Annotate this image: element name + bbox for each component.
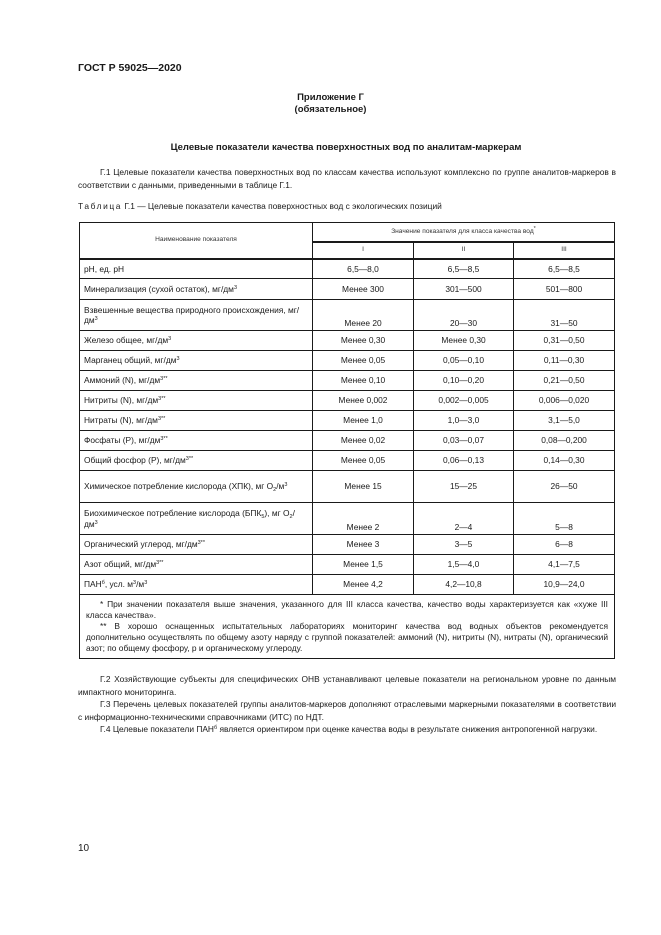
- paragraph-g4: [78, 723, 616, 736]
- row-value-class-1: Менее 20: [313, 300, 414, 331]
- table-row: [80, 300, 615, 331]
- row-value-class-2: 0,05—0,10: [414, 351, 514, 371]
- row-value-class-2: Менее 0,30: [414, 331, 514, 351]
- paragraph-g1-text: Г.1 Целевые показатели качества поверхностных вод по классам качества используют комплексно по группе аналитов-маркеров в соответствии с данными, приведенными в таблице Г.1.: [78, 167, 616, 190]
- row-name: [80, 300, 313, 331]
- row-value-class-1: Менее 3: [313, 535, 414, 555]
- row-value-class-2: 0,06—0,13: [414, 451, 514, 471]
- paragraph-g2: [78, 673, 616, 698]
- row-name-sup: 3**: [160, 376, 168, 383]
- row-value-class-2: 15—25: [414, 471, 514, 503]
- row-name-tail: ), мг O: [264, 508, 290, 518]
- row-value-class-3: 31—50: [514, 300, 615, 331]
- row-value-class-1: Менее 0,002: [313, 391, 414, 411]
- table-row: [80, 451, 615, 471]
- col-header-class-3: III: [514, 242, 615, 259]
- paragraph-g3: [78, 698, 616, 723]
- paragraph-g1: [78, 166, 616, 191]
- row-name-tail: /м: [276, 481, 285, 492]
- col-header-name: Наименование показателя: [80, 223, 313, 259]
- row-name-sup: 3: [168, 336, 172, 343]
- row-value-class-3: 6,5—8,5: [514, 259, 615, 279]
- row-name-tail: , усл. м: [104, 579, 134, 590]
- page-number: 10: [78, 843, 90, 854]
- table-row: [80, 535, 615, 555]
- table-footnotes-row: [80, 595, 615, 659]
- paragraph-g3-text: Г.3 Перечень целевых показателей группы аналитов-маркеров дополняют отраслевыми маркерными показателями в соответствии с информационно-техническими справочниками (ИТС) по НДТ.: [78, 699, 616, 722]
- row-value-class-2: 4,2—10,8: [414, 575, 514, 595]
- table-row: [80, 371, 615, 391]
- row-name-sup: 3**: [157, 416, 166, 423]
- row-name-text: Марганец общий, мг/дм: [84, 355, 177, 366]
- table-row: [80, 331, 615, 351]
- row-value-class-1: Менее 2: [313, 503, 414, 535]
- row-name: [80, 279, 313, 300]
- row-value-class-1: Менее 0,02: [313, 431, 414, 451]
- table-footnotes: [80, 595, 615, 659]
- appendix-title: Приложение Г: [297, 92, 364, 103]
- col-header-group-text: Значение показателя для класса качества вод: [391, 227, 534, 235]
- row-name-sup: 3: [133, 580, 137, 587]
- row-name-text: Азот общий, мг/дм: [84, 559, 157, 570]
- row-name-sup: 3: [94, 519, 98, 526]
- paragraph-g4-sup: б: [213, 725, 218, 731]
- row-value-class-3: 0,11—0,30: [514, 351, 615, 371]
- table-row: [80, 575, 615, 595]
- appendix-subtitle: (обязательное): [294, 104, 367, 115]
- table-row: [80, 279, 615, 300]
- row-value-class-3: 501—800: [514, 279, 615, 300]
- row-name: [80, 331, 313, 351]
- row-value-class-2: 1,0—3,0: [414, 411, 514, 431]
- row-name-text: Общий фосфор (Р), мг/дм: [84, 455, 186, 466]
- row-name: pH, ед. pH: [80, 259, 313, 279]
- table-row: [80, 411, 615, 431]
- row-value-class-2: 0,002—0,005: [414, 391, 514, 411]
- table-row: [80, 555, 615, 575]
- row-name: [80, 411, 313, 431]
- row-value-class-2: 301—500: [414, 279, 514, 300]
- row-value-class-3: 5—8: [514, 503, 615, 535]
- row-name-sup: 3**: [185, 456, 194, 463]
- row-value-class-2: 6,5—8,5: [414, 259, 514, 279]
- col-header-class-2: II: [414, 242, 514, 259]
- row-name: [80, 431, 313, 451]
- row-name-sup-2: 3: [144, 580, 148, 587]
- row-name-text: Минерализация (сухой остаток), мг/дм: [84, 283, 234, 294]
- row-name-sup: 3**: [158, 396, 166, 403]
- table-row: [80, 259, 615, 279]
- row-value-class-3: 0,21—0,50: [514, 371, 615, 391]
- row-name-text: Нитраты (N), мг/дм: [84, 415, 158, 426]
- row-value-class-1: Менее 1,5: [313, 555, 414, 575]
- table-row: [80, 351, 615, 371]
- row-name: [80, 503, 313, 535]
- col-header-class-1: I: [313, 242, 414, 259]
- row-name: [80, 575, 313, 595]
- row-value-class-2: 2—4: [414, 503, 514, 535]
- table-row: [80, 391, 615, 411]
- row-name: [80, 535, 313, 555]
- row-value-class-1: Менее 1,0: [313, 411, 414, 431]
- row-value-class-1: 6,5—8,0: [313, 259, 414, 279]
- col-header-group: [313, 223, 615, 242]
- row-value-class-2: 20—30: [414, 300, 514, 331]
- paragraph-g2-text: Г.2 Хозяйствующие субъекты для специфических ОНВ устанавливают целевые показатели на региональном уровне по данным импактного мониторинга.: [78, 674, 616, 697]
- row-name-sup: 3**: [160, 436, 168, 443]
- paragraph-g4-text-2: является ориентиром при оценке качества воды в результате снижения антропогенной нагрузки.: [219, 724, 598, 734]
- row-name-text: Аммоний (N), мг/дм: [84, 375, 161, 386]
- row-value-class-3: 0,14—0,30: [514, 451, 615, 471]
- row-value-class-1: Менее 0,05: [313, 351, 414, 371]
- row-name: [80, 351, 313, 371]
- row-name-sup: 3: [176, 356, 180, 363]
- row-value-class-1: Менее 15: [313, 471, 414, 503]
- row-value-class-2: 1,5—4,0: [414, 555, 514, 575]
- row-name-text: Химическое потребление кислорода (ХПК), мг O: [84, 481, 274, 492]
- row-value-class-2: 3—5: [414, 535, 514, 555]
- row-value-class-1: Менее 0,10: [313, 371, 414, 391]
- row-name-sup: 3: [94, 316, 98, 322]
- row-name-sub-2: 2: [289, 514, 293, 520]
- row-value-class-3: 26—50: [514, 471, 615, 503]
- row-value-class-1: Менее 0,05: [313, 451, 414, 471]
- row-name-sup-1: б: [101, 580, 105, 587]
- row-name-text: ПАН: [84, 579, 102, 590]
- col-header-group-mark: *: [533, 225, 536, 232]
- document-header: ГОСТ Р 59025—2020: [78, 62, 182, 74]
- row-name-sup: 3: [284, 482, 288, 489]
- row-value-class-1: Менее 4,2: [313, 575, 414, 595]
- row-name-text: Железо общее, мг/дм: [84, 335, 169, 346]
- row-name: [80, 451, 313, 471]
- row-value-class-3: 3,1—5,0: [514, 411, 615, 431]
- row-value-class-3: 6—8: [514, 535, 615, 555]
- row-value-class-3: 0,31—0,50: [514, 331, 615, 351]
- row-name: [80, 391, 313, 411]
- footnote-1: * При значении показателя выше значения, указанного для III класса качества, качество воды характеризуется как «хуже III класса качества».: [86, 599, 609, 620]
- table-caption-label: Таблица: [78, 201, 123, 211]
- row-name-text: Взвешенные вещества природного происхождения, мг/дм: [84, 304, 300, 325]
- row-name-text: Нитриты (N), мг/дм: [84, 395, 159, 406]
- table-row: [80, 503, 615, 535]
- row-name-tail-2: /м: [136, 579, 145, 590]
- row-value-class-2: 0,10—0,20: [414, 371, 514, 391]
- row-name-tail-2: /дм: [84, 508, 295, 529]
- table-caption-text: Г.1 — Целевые показатели качества поверхностных вод с экологических позиций: [124, 201, 442, 211]
- row-name: [80, 555, 313, 575]
- row-value-class-3: 0,006—0,020: [514, 391, 615, 411]
- row-name-sup: 3**: [197, 540, 205, 547]
- table-row: [80, 471, 615, 503]
- quality-table: [79, 222, 615, 659]
- row-name: [80, 371, 313, 391]
- row-name-text: Биохимическое потребление кислорода (БПК: [84, 508, 262, 518]
- row-value-class-3: 10,9—24,0: [514, 575, 615, 595]
- section-title: Целевые показатели качества поверхностных вод по аналитам-маркерам: [170, 142, 522, 153]
- footnote-2: ** В хорошо оснащенных испытательных лабораториях мониторинг качества вод водных объектов рекомендуется дополнительно осуществлять по общему азоту наряду с группой показателей: аммоний (N), нитриты (N), нитраты (N), органический азот; по общему фосфору, р и органическому углероду.: [86, 621, 609, 653]
- row-name-text: Фосфаты (Р), мг/дм: [84, 435, 161, 446]
- table-row: [80, 431, 615, 451]
- row-value-class-2: 0,03—0,07: [414, 431, 514, 451]
- row-name-text: Органический углерод, мг/дм: [84, 539, 198, 550]
- row-name-sub: 5: [261, 514, 265, 520]
- row-name-sub: 2: [273, 487, 277, 494]
- table-caption: [78, 201, 442, 211]
- paragraph-g4-text: Г.4 Целевые показатели ПАН: [100, 724, 214, 734]
- row-name-sup: 3: [233, 284, 237, 291]
- row-value-class-3: 0,08—0,200: [514, 431, 615, 451]
- row-name: [80, 471, 313, 503]
- row-value-class-3: 4,1—7,5: [514, 555, 615, 575]
- row-name-sup: 3**: [156, 560, 164, 567]
- row-value-class-1: Менее 0,30: [313, 331, 414, 351]
- row-value-class-1: Менее 300: [313, 279, 414, 300]
